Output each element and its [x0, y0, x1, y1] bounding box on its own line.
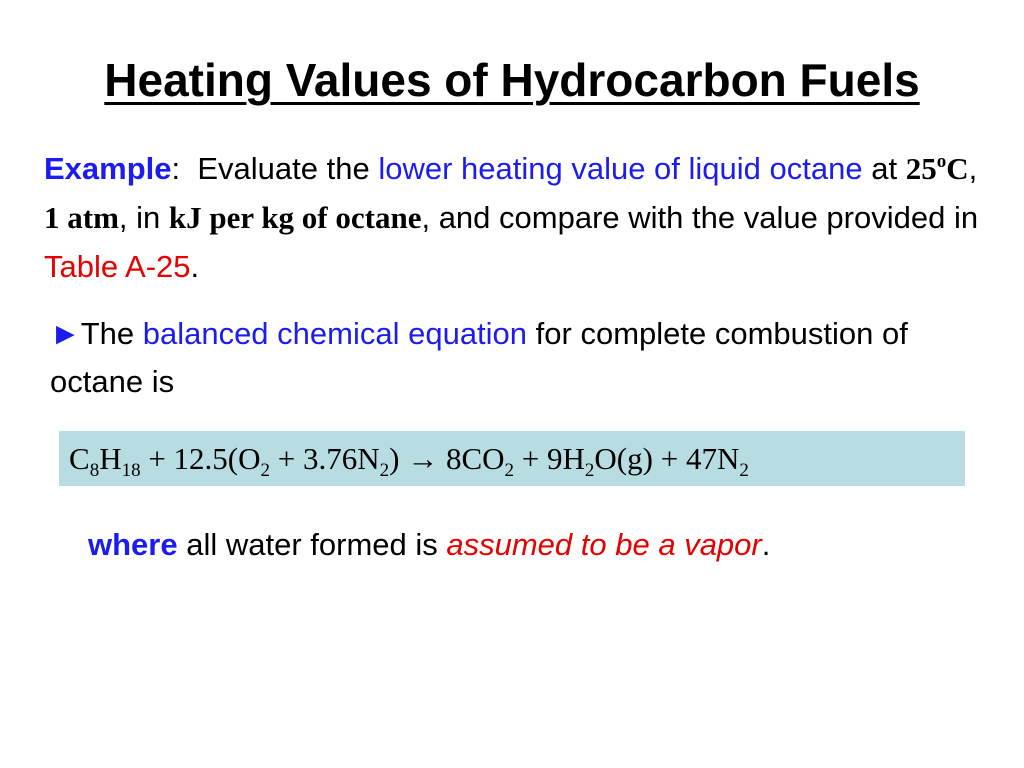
example-units: kJ per kg of octane: [168, 200, 422, 235]
eq-part: + 9H: [514, 441, 585, 476]
example-label: Example: [44, 151, 172, 186]
bullet-highlight-equation: balanced chemical equation: [142, 316, 528, 351]
eq-subscript: 8: [89, 460, 100, 481]
degree-superscript: o: [936, 151, 947, 172]
example-paragraph: [44, 144, 994, 291]
slide-title: [0, 52, 1024, 108]
note-assumption: assumed to be a vapor: [446, 527, 762, 562]
note-paragraph: [88, 521, 988, 569]
note-period: .: [761, 527, 771, 562]
example-period: .: [190, 249, 200, 284]
eq-subscript: 2: [260, 460, 271, 481]
eq-part: + 12.5(O: [140, 441, 261, 476]
example-table-reference: Table A-25: [44, 249, 191, 284]
eq-part: ) → 8CO: [389, 441, 505, 476]
bullet-marker-icon: ►: [50, 316, 81, 351]
eq-part: H: [99, 441, 122, 476]
note-where: where: [88, 527, 178, 562]
example-text-1: Evaluate the: [197, 151, 379, 186]
eq-part: + 3.76N: [270, 441, 380, 476]
eq-subscript: 2: [504, 460, 515, 481]
example-text-2: at: [862, 151, 906, 186]
chemical-equation-box: [59, 431, 965, 486]
example-temperature: [906, 151, 969, 186]
eq-subscript: 2: [739, 460, 749, 481]
example-text-3: , in: [118, 200, 169, 235]
eq-subscript: 2: [379, 460, 390, 481]
slide-title-text: Heating Values of Hydrocarbon Fuels: [104, 54, 920, 106]
bullet-paragraph: [50, 310, 990, 406]
eq-subscript: 2: [584, 460, 595, 481]
bullet-text-2: for complete combustion of octane is: [50, 316, 908, 399]
eq-subscript: 18: [121, 460, 141, 481]
eq-part: C: [69, 441, 90, 476]
bullet-text-1: The: [80, 316, 143, 351]
example-comma: ,: [968, 151, 978, 186]
example-text-4: , and compare with the value provided in: [421, 200, 979, 235]
example-colon: :: [171, 151, 198, 186]
temperature-value: 25: [905, 151, 937, 186]
note-text-1: all water formed is: [177, 527, 447, 562]
example-pressure: 1 atm: [44, 200, 119, 235]
eq-part: O(g) + 47N: [594, 441, 740, 476]
temperature-unit: C: [946, 151, 969, 186]
example-highlight-lhv: lower heating value of liquid octane: [378, 151, 863, 186]
